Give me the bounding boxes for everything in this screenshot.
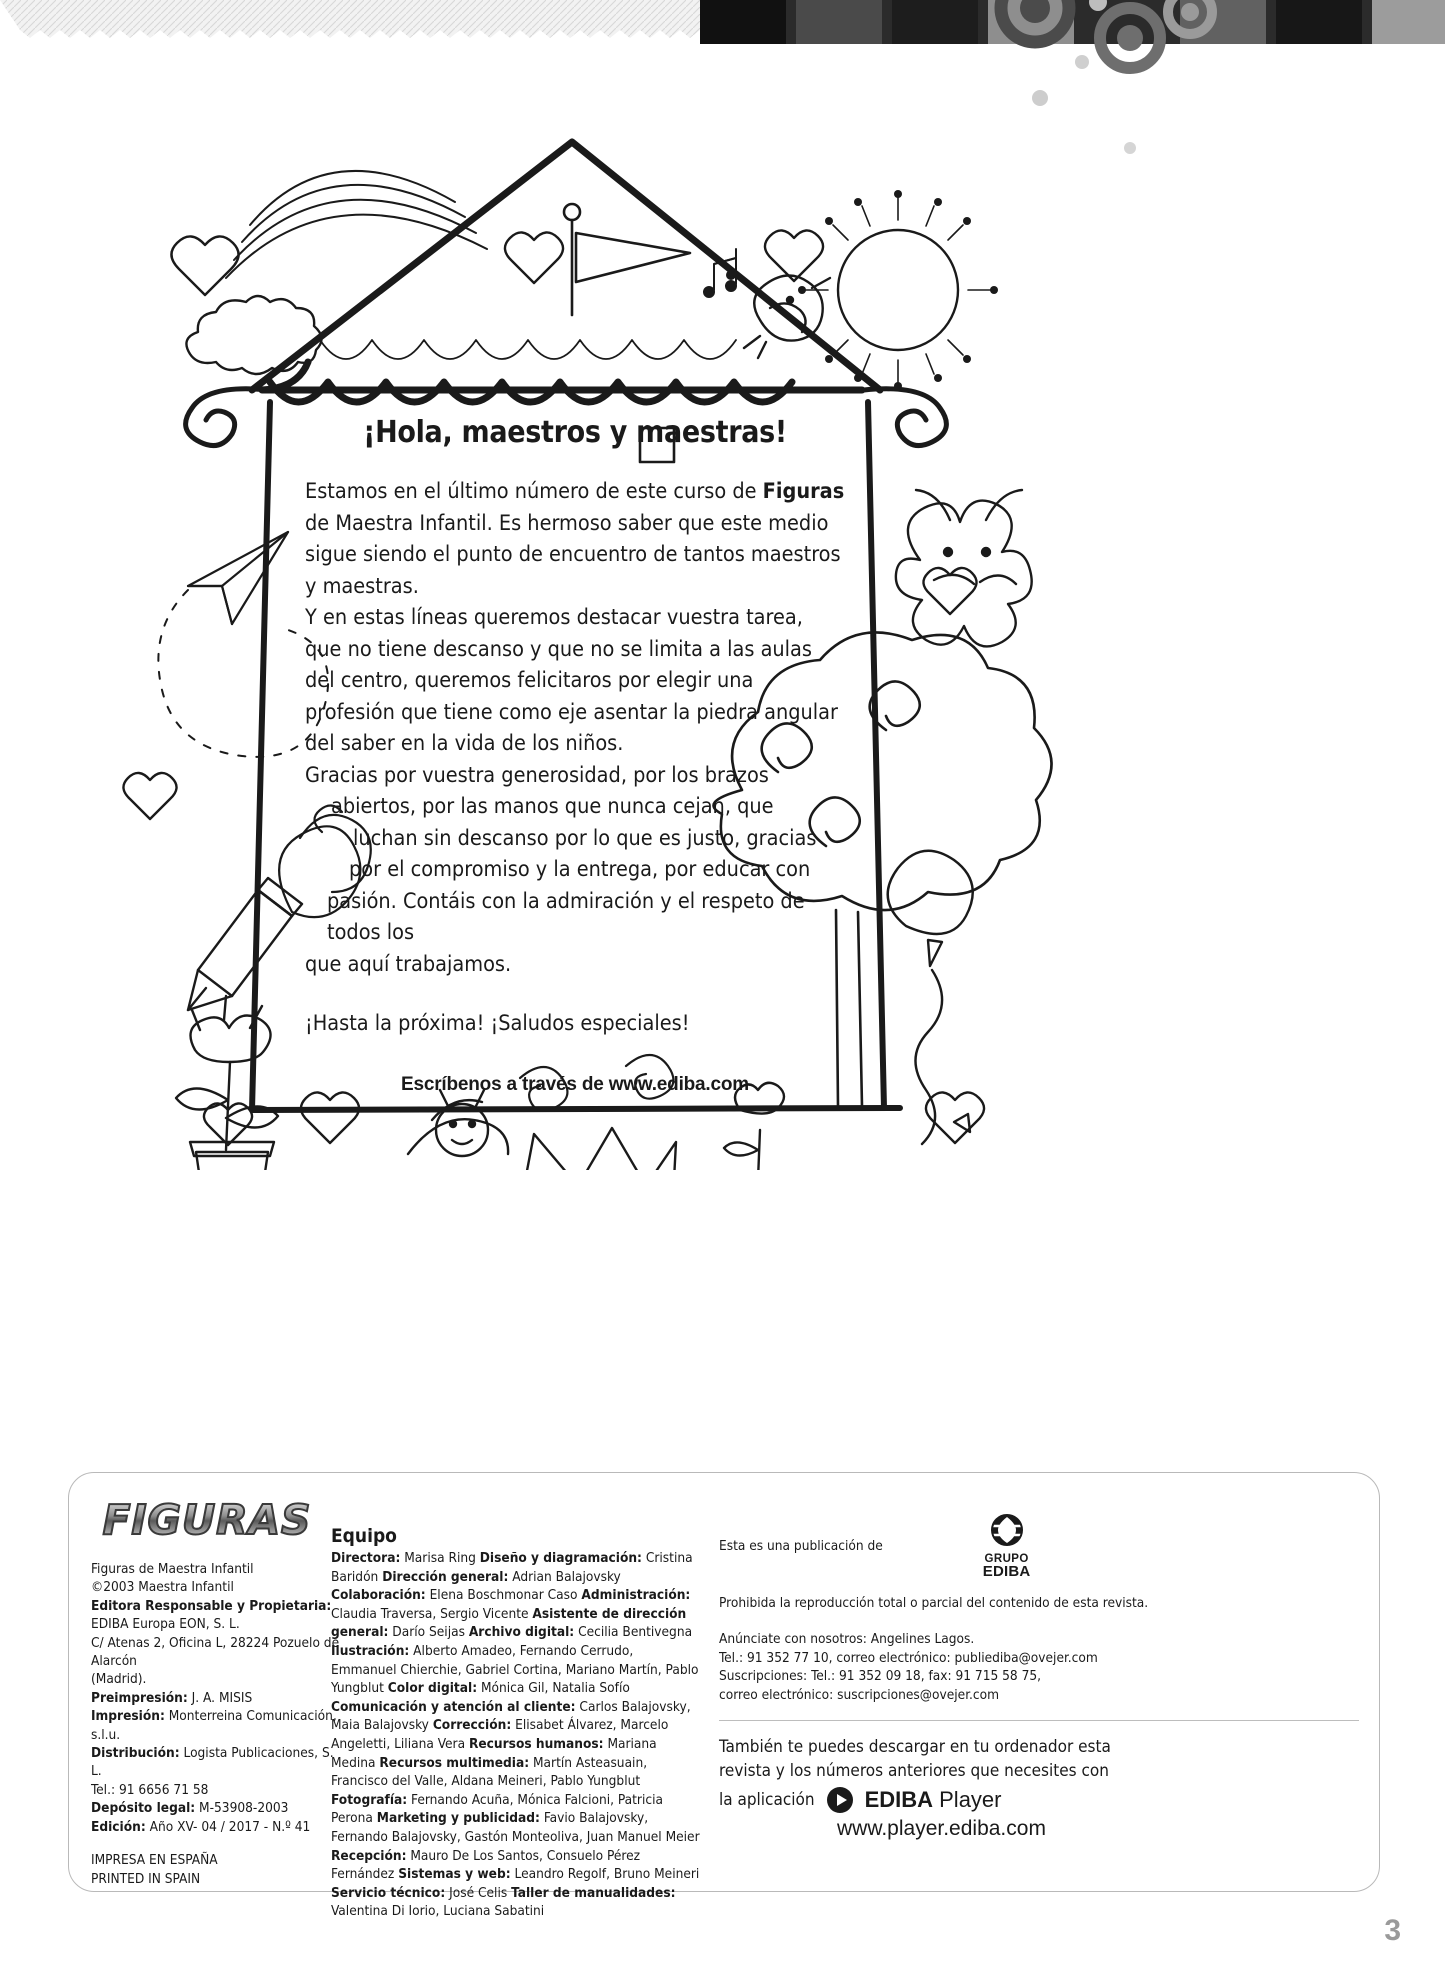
ediba-line: EDIBA: [982, 1562, 1031, 1580]
deposito-label: Depósito legal:: [91, 1800, 196, 1817]
letter-tapered-line-2: abiertos, por las manos que nunca cejan, que: [331, 794, 774, 819]
letter-block: [305, 415, 845, 1096]
team-value: Elisabet Álvarez, Marcelo Angeletti, Liliana Vera: [331, 1717, 669, 1752]
team-label: Recepción:: [331, 1847, 407, 1864]
printed-in-spain: PRINTED IN SPAIN: [91, 1870, 201, 1887]
copyright-line: ©2003 Maestra Infantil: [91, 1579, 234, 1596]
team-value: Fernando Acuña, Mónica Falcioni, Patricia Perona: [331, 1791, 663, 1827]
team-label: Recursos humanos:: [468, 1735, 604, 1752]
dotted-trail: [158, 590, 328, 757]
ediba-player-wordmark: [865, 1787, 1002, 1813]
ediba-globe-icon: [985, 1513, 1029, 1553]
colophon-team-column: [331, 1525, 701, 1921]
roof-curl-left-icon: [186, 389, 268, 446]
deposito-value: M-53908-2003: [195, 1800, 289, 1817]
telephone-line: Tel.: 91 6656 71 58: [91, 1781, 209, 1798]
letter-tapered-line-3: luchan sin descanso por lo que es justo, gracias: [353, 825, 817, 851]
letter-tapered-line-1: Gracias por vuestra generosidad, por los brazos: [305, 762, 769, 788]
team-value: Cristina Baridón: [331, 1550, 693, 1585]
team-label: Fotografía:: [331, 1791, 408, 1808]
rainbow-icon: [226, 171, 487, 278]
player-url: www.player.ediba.com: [837, 1817, 1046, 1841]
address-line-2: (Madrid).: [91, 1671, 147, 1688]
editora-value: EDIBA Europa EON, S. L.: [91, 1616, 240, 1633]
preimpresion-label: Preimpresión:: [91, 1689, 188, 1706]
subscriptions-email-line: correo electrónico: suscripciones@ovejer.com: [719, 1686, 999, 1703]
cloud-icon: [186, 296, 321, 374]
team-value: Cecilia Bentivegna: [574, 1624, 693, 1641]
team-label: Administración:: [581, 1587, 691, 1604]
letter-tapered-block: [305, 760, 845, 981]
sun-icon: [798, 190, 998, 390]
preimpresion-value: J. A. MISIS: [187, 1689, 253, 1706]
colophon-right-column: [719, 1513, 1359, 1841]
colophon-box: [68, 1472, 1380, 1920]
letter-tapered-line-4: por el compromiso y la entrega, por educar con: [349, 857, 811, 882]
team-label: Colaboración:: [331, 1587, 426, 1604]
edicion-label: Edición:: [91, 1818, 146, 1835]
letter-website-line: Escríbenos a través de www.ediba.com: [401, 1073, 749, 1095]
publisher-row: [719, 1513, 1359, 1578]
page-number: 3: [1384, 1914, 1401, 1947]
anunciate-line: Anúnciate con nosotros: Angelines Lagos.: [719, 1631, 975, 1648]
caterpillar-icon: [408, 1090, 508, 1156]
team-label: Asistente de dirección general:: [331, 1605, 687, 1641]
team-value: Mariana Medina: [331, 1735, 657, 1771]
team-value: Carlos Balajovsky, Maia Balajovsky: [331, 1698, 691, 1734]
team-value: Claudia Traversa, Sergio Vicente: [331, 1605, 533, 1622]
editora-label: Editora Responsable y Propietaria:: [91, 1597, 332, 1614]
team-value: Mónica Gil, Natalia Sofío: [477, 1680, 630, 1697]
scalloped-awning: [262, 362, 862, 402]
team-value: Mauro De Los Santos, Consuelo Pérez Fernández: [331, 1847, 641, 1883]
player-brand-bold: EDIBA: [864, 1787, 934, 1813]
team-label: Taller de manualidades:: [511, 1884, 676, 1901]
distribucion-value: Logista Publicaciones, S. L.: [91, 1745, 334, 1780]
team-label: Comunicación y atención al cliente:: [331, 1698, 576, 1715]
letter-paragraph-1: [305, 476, 845, 602]
team-value: Alberto Amadeo, Fernando Cerrudo, Emmanuel Chierchie, Gabriel Cortina, Mariano Martín, Pablo Yungblut: [331, 1642, 699, 1697]
grupo-ediba-logo: [983, 1513, 1031, 1578]
team-value: Leandro Regolf, Bruno Meineri: [510, 1866, 700, 1883]
team-value: Marisa Ring: [400, 1550, 480, 1566]
crown-icon: [518, 1128, 676, 1170]
impresion-label: Impresión:: [91, 1708, 165, 1725]
impresa-en-espana: IMPRESA EN ESPAÑA: [91, 1852, 218, 1869]
team-label: Color digital:: [387, 1680, 478, 1697]
download-line-1: También te puedes descargar en tu ordenador esta: [719, 1737, 1111, 1758]
letter-signoff: ¡Hasta la próxima! ¡Saludos especiales!: [305, 1011, 690, 1036]
team-value: Adrian Balajovsky: [508, 1568, 621, 1585]
advertising-tel-line: Tel.: 91 352 77 10, correo electrónico: publiediba@ovejer.com: [719, 1649, 1098, 1666]
team-label: Ilustración:: [331, 1642, 410, 1659]
team-label: Marketing y publicidad:: [376, 1810, 540, 1827]
edicion-value: Año XV- 04 / 2017 - N.º 41: [145, 1818, 311, 1835]
house-roof: [252, 142, 880, 390]
letter-tapered-line-5: pasión. Contáis con la admiración y el respeto de todos los: [327, 888, 805, 945]
team-label: Recursos multimedia:: [379, 1754, 530, 1771]
letter-p1-bold: Figuras: [762, 479, 845, 504]
player-brand-light: Player: [933, 1787, 1002, 1813]
team-label: Sistemas y web:: [398, 1866, 511, 1883]
team-value: Darío Seijas: [388, 1624, 469, 1641]
prohibida-line: Prohibida la reproducción total o parcial del contenido de esta revista.: [719, 1595, 1149, 1611]
impresion-value: Monterreina Comunicación, s.l.u.: [91, 1708, 337, 1743]
subscriptions-line: Suscripciones: Tel.: 91 352 09 18, fax: 91 715 58 75,: [719, 1668, 1042, 1685]
team-label: Directora:: [331, 1550, 401, 1566]
team-value: José Celis: [445, 1884, 512, 1901]
grupo-ediba-wordmark: [983, 1553, 1031, 1578]
download-line-2: revista y los números anteriores que necesites con: [719, 1761, 1109, 1782]
paper-plane-icon: [188, 532, 288, 624]
address-line-1: C/ Atenas 2, Oficina L, 28224 Pozuelo de Alarcón: [91, 1634, 340, 1670]
team-label: Archivo digital:: [468, 1624, 575, 1641]
publisher-label: Esta es una publicación de: [719, 1537, 883, 1554]
play-button-icon[interactable]: [825, 1785, 855, 1815]
team-heading: Equipo: [331, 1525, 397, 1547]
grupo-line: GRUPO: [984, 1553, 1029, 1565]
letter-p1-part1: Estamos en el último número de este curso de: [305, 479, 763, 504]
team-label: Corrección:: [432, 1717, 512, 1734]
zigzag-paper-edge-icon: [0, 0, 700, 46]
team-label: Servicio técnico:: [331, 1884, 446, 1901]
letter-paragraph-2: Y en estas líneas queremos destacar vuestra tarea, que no tiene descanso y que no se limita a las aulas del centro, queremos felicitaros por elegir una profesión que tiene como eje asentar la piedra angular del saber en la vida de los niños.: [305, 605, 838, 756]
flower-pot-left-icon: [176, 996, 278, 1170]
right-column-divider: [719, 1720, 1359, 1721]
awning-inner-scallop: [320, 340, 736, 359]
colophon-left-text: [91, 1560, 341, 1888]
team-value: Elena Boschmonar Caso: [425, 1587, 582, 1604]
flower-pot-right-icon: [716, 1083, 806, 1170]
distribucion-label: Distribución:: [91, 1745, 180, 1762]
letter-tapered-line-6: que aquí trabajamos.: [305, 951, 512, 977]
svg-text:FIGURAS: FIGURAS: [102, 1495, 312, 1544]
team-value: Favio Balajovsky, Fernando Balajovsky, Gastón Monteoliva, Juan Manuel Meier: [331, 1810, 700, 1845]
letter-title: ¡Hola, maestros y maestras!: [363, 415, 787, 450]
team-value: Valentina Di Iorio, Luciana Sabatini: [331, 1903, 545, 1920]
publication-name: Figuras de Maestra Infantil: [91, 1561, 254, 1577]
roof-curl-right-icon: [864, 389, 946, 446]
team-credits: [331, 1549, 701, 1921]
team-label: Diseño y diagramación:: [479, 1550, 642, 1566]
figuras-logo: [97, 1493, 338, 1545]
player-row: [719, 1785, 1359, 1815]
download-line-3: la aplicación: [719, 1790, 815, 1811]
letter-p1-part2: de Maestra Infantil. Es hermoso saber que este medio sigue siendo el punto de encuentro de tantos maestros y maestras.: [305, 510, 841, 599]
team-value: Martín Asteasuain, Francisco del Valle, Aldana Meineri, Pablo Yungblut: [331, 1754, 648, 1790]
team-label: Dirección general:: [382, 1568, 509, 1585]
colophon-left-column: [91, 1489, 341, 1888]
